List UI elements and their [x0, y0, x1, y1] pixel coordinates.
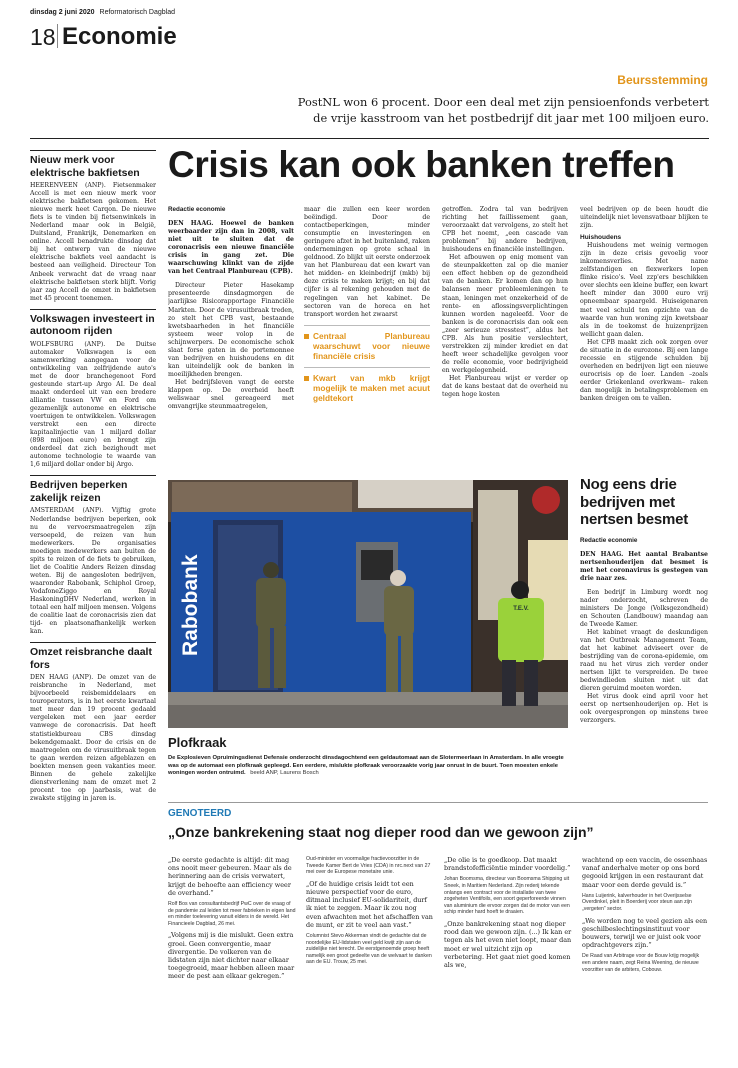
article-paragraph: getroffen. Zodra tal van bedrijven richting het faillissement gaan, veroorzaakt dat vervolgens, zo stelt het CPB het noemt, „een cascade van problemen” bij andere bedrijven, huishoudens en financiële instellingen. — [442, 206, 568, 254]
beurs-label: Beursstemming — [617, 73, 708, 87]
masthead-date-line — [30, 8, 330, 20]
quote-source: De Raad van Arbitrage voor de Bouw krijg mogelijk een andere naam, zegt Reina Weening, de nieuwe voorzitter van de arbiters, Cobouw. — [582, 953, 700, 973]
quotes-column-1 — [168, 856, 296, 1052]
beurs-text: PostNL won 6 procent. Door een deal met zijn pensioenfonds verbetert de vrije kasstroom van het postbedrijf dit jaar met 100 miljoen euro. — [297, 95, 709, 125]
quotes-column-4 — [582, 856, 708, 1052]
quote-text: „We worden nog te veel gezien als een geschilbeslechtingsinstituut voor bouwers, terwijl we er juist ook voor opdrachtgevers zijn.” — [582, 916, 708, 950]
header-rule — [30, 138, 709, 139]
page-number: 18 — [30, 24, 56, 50]
nerts-paragraph: Het kabinet vraagt de deskundigen van het Outbreak Management Team, dat het kabinet adviseert over de bestrijding van de corona-epidemie, om raad nu het virus zich verder onder nertsen lijkt te verspreiden. De twee bedwindlieden sluiten niet uit dat dieren geruimd moeten worden. — [580, 628, 708, 693]
article-subheading: Huishoudens — [580, 234, 622, 242]
masthead-publisher: Reformatorisch Dagblad — [99, 9, 176, 16]
photo-caption-title: Plofkraak — [168, 735, 227, 750]
quote-text: „De olie is te goedkoop. Dat maakt brandstofefficiëntie minder voordelig.” — [444, 856, 571, 873]
sidebar-heading: Omzet reisbranche daalt fors — [30, 646, 152, 671]
sidebar-text: DEN HAAG (ANP). De omzet van de reisbranche in Nederland, met bijvoorbeeld reisbemiddelaars en touroperators, is in het eerste kwartaal met meer dan 19 procent gedaald vergeleken met een jaar eerder vanwege de coronacrisis. Dat heeft statistiekbureau CBS dinsdag bekendgemaakt. Door de crisis en de maatregelen om de virusuitbraak tegen te gaan werden reizen afgeblazen en boekten mensen geen vakanties meer. Binnen de gehele zakelijke dienstverlening nam de omzet met 2 procent toe op jaarbasis, wat de zwakste stijging in jaren is. — [30, 674, 156, 802]
article-paragraph: veel bedrijven op de been houdt die uiteindelijk niet levensvatbaar blijken te zijn. — [580, 206, 708, 230]
sidebar-item-zakelijk-reizen — [30, 475, 156, 636]
quote-text: „De eerste gedachte is altijd: dit mag ons nooit meer gebeuren. Maar als de herinnering aan de crisis verwatert, krijgt de behoefte aan efficiency weer de overhand.” — [168, 856, 292, 897]
article-byline: Redactie economie — [168, 206, 226, 213]
vest-text: T.E.V. — [513, 606, 529, 612]
article-paragraph: Het afbouwen op enig moment van de steunpakketten zal op die manier een effect hebben op de gezondheid van de banken. Er komen dan op hun balansen meer probleemleningen te staan, leningen met onzekerheid of de rente- en aflossingsverplichtingen kunnen worden nageleefd. Voor de banken is de coronacrisis dan ook een „zeer serieuze stresstest”, aldus het CPB. Als hun positie verslechtert, verstrekken zij minder krediet en dat heeft weer schadelijke gevolgen voor de reële economie, voor bedrijvigheid en werkgelegenheid. — [442, 254, 568, 374]
quote-source: Hans Luijerink, kalverhouder in het Overijsselse Overdinkel, pleit in Boerderij voor steun aan zijn „vergeten” sector. — [582, 892, 692, 912]
photo-caption-text: De Explosieven Opruimingsdienst Defensie onderzocht dinsdagochtend een geldautomaat aan de Slotermeerlaan in Amsterdam. In alle vroegte was op de automaat een plofkraak gepleegd. Een eerdere, mislukte plofkraak veroorzaakte vorig jaar onrust in de buurt. Toen moesten enkele woningen worden ontruimd. — [168, 755, 564, 777]
sidebar-text: WOLFSBURG (ANP). De Duitse automaker Volkswagen is een samenwerking aangegaan voor de ontwikkeling van zelfrijdende auto's met de door branchegenoot Ford gesteunde start-up Argo AI. De deal maakt onderdeel uit van een bredere alliantie tussen VW en Ford om gezamenlijk autonome en elektrische voertuigen te ontwikkelen. Volkswagen verstrekt een een directe kapitaalinjectie van 1 miljard dollar (898 miljoen euro) en brengt zijn onderdeel dat zich bezighoudt met autonome technologie te waarde van 1,6 miljard dollar onder bij Argo. — [30, 340, 156, 469]
quotes-column-2 — [306, 856, 434, 1052]
quote-source: Oud-minister en voormalige fractievoorzitter in de Tweede Kamer Bert de Vries (CDA) in nrc.next van 27 mei over de Europese monetaire unie. — [306, 856, 431, 876]
genoteerd-title: „Onze bankrekening staat nog dieper rood dan we gewoon zijn” — [168, 824, 594, 840]
sidebar-item-volkswagen — [30, 309, 156, 470]
article-paragraph: Huishoudens met weinig vermogen zijn in deze crisis gevoelig voor inkomensverlies. Met name zelfstandigen en flexwerkers lopen flinke risico's. Veel zzp'ers beschikken over slechts een kleine buffer, een kwart heeft minder dan 3000 euro vrij opneembaar spaargeld. Huiseigenaren met veel schuld ten opzichte van de waarde van hun woning zijn kwetsbaar als in de toekomst de huizenprijzen wellicht gaan dalen. — [580, 242, 708, 338]
masthead-date: dinsdag 2 juni 2020 — [30, 9, 95, 16]
quotes-column-3 — [444, 856, 572, 1052]
sidebar-text: AMSTERDAM (ANP). Vijftig grote Nederlandse bedrijven beperken, ook nu de vervoersmaatregelen zijn versoepeld, de reizen van hun medewerkers. De organisaties moedigen medewerkers aan buiten de spits te reizen of de fiets te gebruiken, liet de Coalitie Anders Reizen dinsdag weten. Bij de aangesloten bedrijven, waaronder Rabobank, Schiphol Groep, VodafoneZiggo en Royal HaskoningDHV Nederland, werken in totaal een half miljoen mensen. Volgens de coalitie laat de coronacrisis zien dat tijd- en plaatsonafhankelijk werken kan. — [30, 507, 156, 636]
news-sidebar — [30, 150, 156, 1050]
nerts-paragraph: Het virus dook eind april voor het eerst op nertsenhouderijen op. Het is ook overgesprongen op minstens twee verzorgers. — [580, 693, 708, 725]
rabobank-sign: Rabobank — [179, 554, 202, 656]
highlight-divider — [304, 325, 430, 326]
sidebar-heading: Volkswagen investeert in autonoom rijden — [30, 312, 155, 338]
article-paragraph: Het Planbureau wijst er verder op dat de kans bestaat dat de overheid nu tegen hoge kosten — [442, 374, 568, 399]
sidebar-text: HEERENVEEN (ANP). Fietsenmaker Accell is met een nieuw merk voor elektrische bakfietsen gekomen. Het nieuwe merk heet Carqon. De nieuwe fiets is te vinden bij fietsenwinkels in Nederland maar ook in België, Duitsland, Frankrijk, Denemarken en online. Accell benadrukte dinsdag dat bij het ontwerp van de nieuwe elektrische bakfiets veel aandacht is besteed aan veiligheid. Directeur Ton Anbeek verwacht dat de vraag naar elektrische bakfietsen sterk blijft. Vorig jaar zag Accell de omzet in bakfietsen met 45 procent toenemen. — [30, 182, 156, 302]
quote-source: Columnist Stevo Akkerman vindt de gedachte dat de noordelijke EU-lidstaten veel geld kwijt zijn aan de zuidelijke niet terecht. De eerstgenoemde groep heeft namelijk een groot gedeelte van de welvaart te danken aan de EU. Trouw, 25 mei. — [306, 933, 432, 966]
section-title: Economie — [62, 23, 177, 50]
nerts-byline: Redactie economie — [580, 536, 638, 544]
genoteerd-rule — [168, 802, 708, 803]
genoteerd-label: GENOTEERD — [168, 808, 232, 819]
sidebar-item-reisbranche — [30, 642, 156, 803]
nerts-paragraph: Een bedrijf in Limburg wordt nog nader onderzocht, schreven de ministers De Jonge (Volksgezondheid) en Schouten (Landbouw) maandag aan de Tweede Kamer. — [580, 588, 708, 628]
article-column-4 — [580, 206, 708, 474]
nerts-lead: DEN HAAG. Het aantal Brabantse nertsenhouderijen dat besmet is met het coronavirus is gestegen van drie naar zes. — [580, 550, 708, 582]
article-column-1 — [168, 206, 294, 474]
quote-source: Rolf Bos van consultantsbedrijf PwC over de vraag of de pandemie zal leiden tot meer fabrieken in eigen land en minder toelevering vanuit elders in de wereld. Het Financieele Dagblad, 26 mei. — [168, 901, 296, 927]
highlight-divider — [304, 367, 430, 368]
quote-source: Johan Boomsma, directeur van Boomsma Shipping uit Sneek, in Maritiem Nederland. Zijn rederij tekende onlangs een contract voor de installatie van twee zogeheten Ventifoils, een soort geperforeerde vinnen van aluminium die ervoor zorgen dat de motor van een schip minder hard hoeft te draaien. — [444, 876, 570, 916]
sidebar-heading: Bedrijven beperken zakelijk reizen — [30, 479, 128, 504]
quote-text: „Volgens mij is die mislukt. Geen extra groei. Geen convergentie, maar divergentie. De volkeren van de lidstaten zijn niet dichter naar elkaar toegegroeid, maar hebben alleen maar meer de pest aan elkaar gekregen.” — [168, 931, 295, 981]
article-column-2 — [304, 206, 430, 474]
article-paragraph: Het CPB maakt zich ook zorgen over de situatie in de eurozone. Bij een lange recessie en stijgende schulden bij overheden en bedrijven ligt een nieuwe eurocrisis op de loer. Landen –zoals eerder Griekenland overkwam– raken dan mogelijk in betalingsproblemen en banken dreigen om te vallen. — [580, 338, 708, 403]
photo-caption — [168, 755, 568, 785]
nerts-article — [580, 476, 708, 788]
quote-text: wachtend op een vaccin, de ossenhaas vanaf anderhalve meter op ons bord gegooid krijgen in een restaurant dat maar voor een derde gevuld is.” — [582, 856, 708, 889]
news-photo — [168, 480, 568, 728]
sidebar-heading: Nieuw merk voor elektrische bakfietsen — [30, 154, 140, 179]
photo-credit: beeld ANP, Laurens Bosch — [250, 770, 319, 777]
masthead-divider — [57, 24, 58, 48]
nerts-body — [580, 551, 708, 726]
article-highlight: Kwart van mkb krijgt mogelijk te maken met acuut geldtekort — [304, 373, 430, 403]
article-column-3 — [442, 206, 568, 474]
article-highlight: Centraal Planbureau waarschuwt voor nieuwe financiële crisis — [304, 331, 430, 361]
article-lead: DEN HAAG. Hoewel de banken weerbaarder zijn dan in 2008, valt niet uit te sluiten dat de coronacrisis een nieuwe financiële crisis in gang zet. Die waarschuwing klinkt van de zijde van het Centraal Planbureau (CPB). — [168, 220, 294, 276]
article-paragraph: maar die zullen een keer worden beëindigd. Door de contactbeperkingen, minder consumptie en investeringen en geringere afzet in het buitenland, raken ondernemingen op grote schaal in geldnood. Zo blijkt uit eerste onderzoek van het Planbureau dat een kwart van het midden- en kleinbedrijf (mkb) bij deze crisis te maken krijgt; en bij dat cijfer is al rekening gehouden met de regelingen van het kabinet. De sectoren van de horeca en het transport worden het zwaarst — [304, 206, 430, 318]
article-paragraph: Het bedrijfsleven vangt de eerste klappen op. De overheid heeft weliswaar snel gereageerd met omvangrijke steunmaatregelen, — [168, 378, 294, 411]
sidebar-item-bakfietsen — [30, 150, 156, 303]
quote-text: „Onze bankrekening staat nog dieper rood dan we gewoon zijn. (...) Ik kan er tegen als het even niet loopt, maar dan moet er wel uitzicht zijn op verbetering. Het gaat niet goed komen als we, — [444, 919, 572, 969]
main-headline: Crisis kan ook banken treffen — [168, 144, 675, 185]
article-paragraph: Directeur Pieter Hasekamp presenteerde dinsdagmorgen de jaarlijkse Risicorapportage Financiële Markten. Door de virusuitbraak treden, zo stelt het CPB vast, bestaande kwetsbaarheden in het financiële systeem weer volop in de schijnwerpers. De economische schok slaat forse gaten in de portemonnee van bedrijven en huishoudens en dit kan uiteindelijk ook de banken in moeilijkheden brengen. — [168, 282, 294, 378]
quote-text: „Of de huidige crisis leidt tot een nieuwe perspectief voor de euro, ditmaal inclusief EU-solidariteit, durf ik niet te zeggen. Maar ik zou nog even afwachten met het afschaffen van de munt, er zit te veel aan vast.” — [306, 879, 433, 929]
nerts-headline: Nog eens drie bedrijven met nertsen besmet — [580, 476, 689, 528]
